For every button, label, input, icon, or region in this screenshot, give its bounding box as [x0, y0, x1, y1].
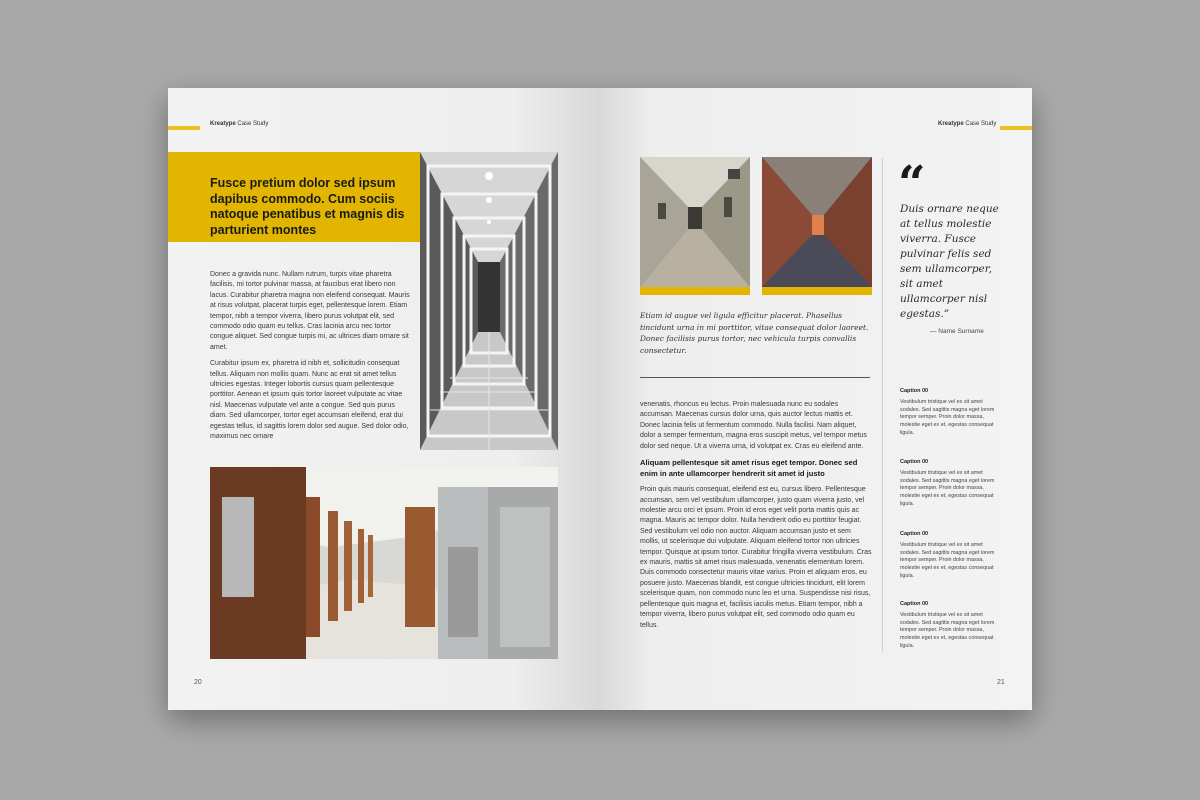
left-body-text — [210, 270, 410, 449]
side-caption — [900, 388, 1000, 438]
paragraph: Donec a gravida nunc. Nullam rutrum, turpis vitae pharetra facilisis, mi tortor pulvinar massa, at faucibus erat libero non lacus. Curabitur pharetra magna non eleifend consequat. Mauris at risus volutpat, placerat turpis eget, pellentesque lorem. Etiam tempor, nibh a tempor viverra, libero purus volutpat elit, sed commodo odio quam eu tellus. Cras lacinia arcu nec tortor congue aliquet. Sed congue turpis mi, ac ultrices diam ornare sit amet. — [210, 271, 410, 351]
pull-quote: Duis ornare neque at tellus molestie viverra. Fusce pulvinar felis sed sem ullamcorper, sit amet ullamcorper nisl egestas.” — [900, 203, 999, 320]
caption-body: Vestibulum tristique vel ex sit amet sodales. Sed sagittis magna eget lorem tempor semper. Proin dolor massa, molestie eget ex et, egestas consequat ligula. — [900, 612, 995, 649]
left-page — [168, 88, 600, 710]
page-number: 20 — [194, 679, 202, 686]
header-brand: Kreatype — [210, 121, 236, 127]
right-body-text — [640, 400, 872, 637]
caption-title: Caption 00 — [900, 388, 929, 394]
column-divider — [882, 158, 883, 652]
corridor-photo-grayscale — [420, 152, 558, 450]
right-page — [600, 88, 1032, 710]
caption-title: Caption 00 — [900, 601, 929, 607]
caption-body: Vestibulum tristique vel ex sit amet sodales. Sed sagittis magna eget lorem tempor semper. Proin dolor massa, molestie eget ex et, egestas consequat ligula. — [900, 470, 995, 507]
header-brand: Kreatype — [938, 121, 964, 127]
running-header — [210, 121, 268, 127]
caption-body: Vestibulum tristique vel ex sit amet sodales. Sed sagittis magna eget lorem tempor semper. Proin dolor massa, molestie eget ex et, egestas consequat ligula. — [900, 399, 995, 436]
side-caption — [900, 601, 1000, 651]
caption-title: Caption 00 — [900, 459, 929, 465]
photo-caption: Etiam id augue vel ligula efficitur placerat. Phasellus tincidunt urna in mi porttitor, vitae consequat dolor laoreet. Donec facilisis purus tortor, nec vehicula turpis convallis consectetur. — [640, 311, 869, 355]
hallway-photo-2 — [762, 157, 872, 295]
quote-mark-icon: “ — [898, 156, 926, 212]
side-caption — [900, 531, 1000, 581]
page-title: Fusce pretium dolor sed ipsum dapibus commodo. Cum sociis natoque penatibus et magnis dis parturient montes — [210, 176, 405, 237]
header-section: Case Study — [965, 121, 997, 127]
header-accent-bar — [168, 126, 200, 130]
divider-line — [640, 377, 870, 378]
paragraph: Curabitur ipsum ex, pharetra id nibh et, sollicitudin consequat tellus. Aliquam non mollis quam. Nunc ac erat sit amet tellus ultricies egestas. Integer lobortis cursus quam pellentesque porttitor. Aenean et ipsum quis tortor laoreet vulputate ac vitae nisl. Maecenas vulputate vel ante a congue. Sed quis purus diam. Sed ullamcorper, tortor eget accumsan eleifend, erat dui egestas tellus, id sagittis lorem dolor sed augue. Sed dolor odio, maximus nec ornare — [210, 360, 409, 441]
hallway-photo-1 — [640, 157, 750, 295]
paragraph: Proin quis mauris consequat, eleifend est eu, cursus libero. Pellentesque accumsan, sem vel vestibulum ullamcorper, justo quam viverra justo, vel molestie arcu orci et ipsum. Proin id eros eget velit porta mattis quis ac magna. Mauris ac tempor dolor. Nulla hendrerit odio eu porttitor feugiat. Sed vestibulum vel odio non auctor. Aliquam accumsan justo et sem mollis, ut scelerisque dui vulputate. Aliquam eleifend tortor non ultricies tempor. Quisque at ipsum tortor. Curabitur fringilla viverra vestibulum. Cras ex mauris, mattis sit amet risus malesuada, venenatis elementum lorem. Duis commodo consectetur mauris vitae varius. Proin et aliquam eros, eu posuere justo. Maecenas blandit, est congue ultricies tincidunt, elit lorem scelerisque quam, non commodo nunc leo et urna. Suspendisse nisi risus, pellentesque quis magna et, facilisis iaculis metus. Etiam tempor, nibh a tempor viverra, libero purus volutpat elit, sed commodo odio quam eu tellus. — [640, 486, 872, 629]
page-number: 21 — [997, 679, 1005, 686]
header-accent-bar — [1000, 126, 1032, 130]
caption-title: Caption 00 — [900, 531, 929, 537]
office-corridor-photo — [210, 467, 558, 659]
magazine-spread — [168, 88, 1032, 710]
header-section: Case Study — [237, 121, 269, 127]
quote-attribution: — Name Surname — [930, 328, 984, 335]
running-header — [938, 121, 996, 127]
caption-body: Vestibulum tristique vel ex sit amet sodales. Sed sagittis magna eget lorem tempor semper. Proin dolor massa, molestie eget ex et, egestas consequat ligula. — [900, 542, 995, 579]
subheading: Aliquam pellentesque sit amet risus eget tempor. Donec sed enim in ante ullamcorper hendrerit sit amet id justo — [640, 458, 858, 478]
side-caption — [900, 459, 1000, 509]
paragraph: venenatis, rhoncus eu lectus. Proin malesuada nunc eu sodales accumsan. Maecenas cursus dolor urna, quis auctor lectus mattis et. Donec lacinia felis ut fermentum commodo. Nulla facilisi. Nam aliquet, dolor a semper fermentum, magna eros suscipit metus, vel tempor metus dolor sed neque. Ut a viverra urna, id volutpat ex. Cras eu eleifend ante. — [640, 401, 867, 450]
title-block — [168, 152, 420, 242]
